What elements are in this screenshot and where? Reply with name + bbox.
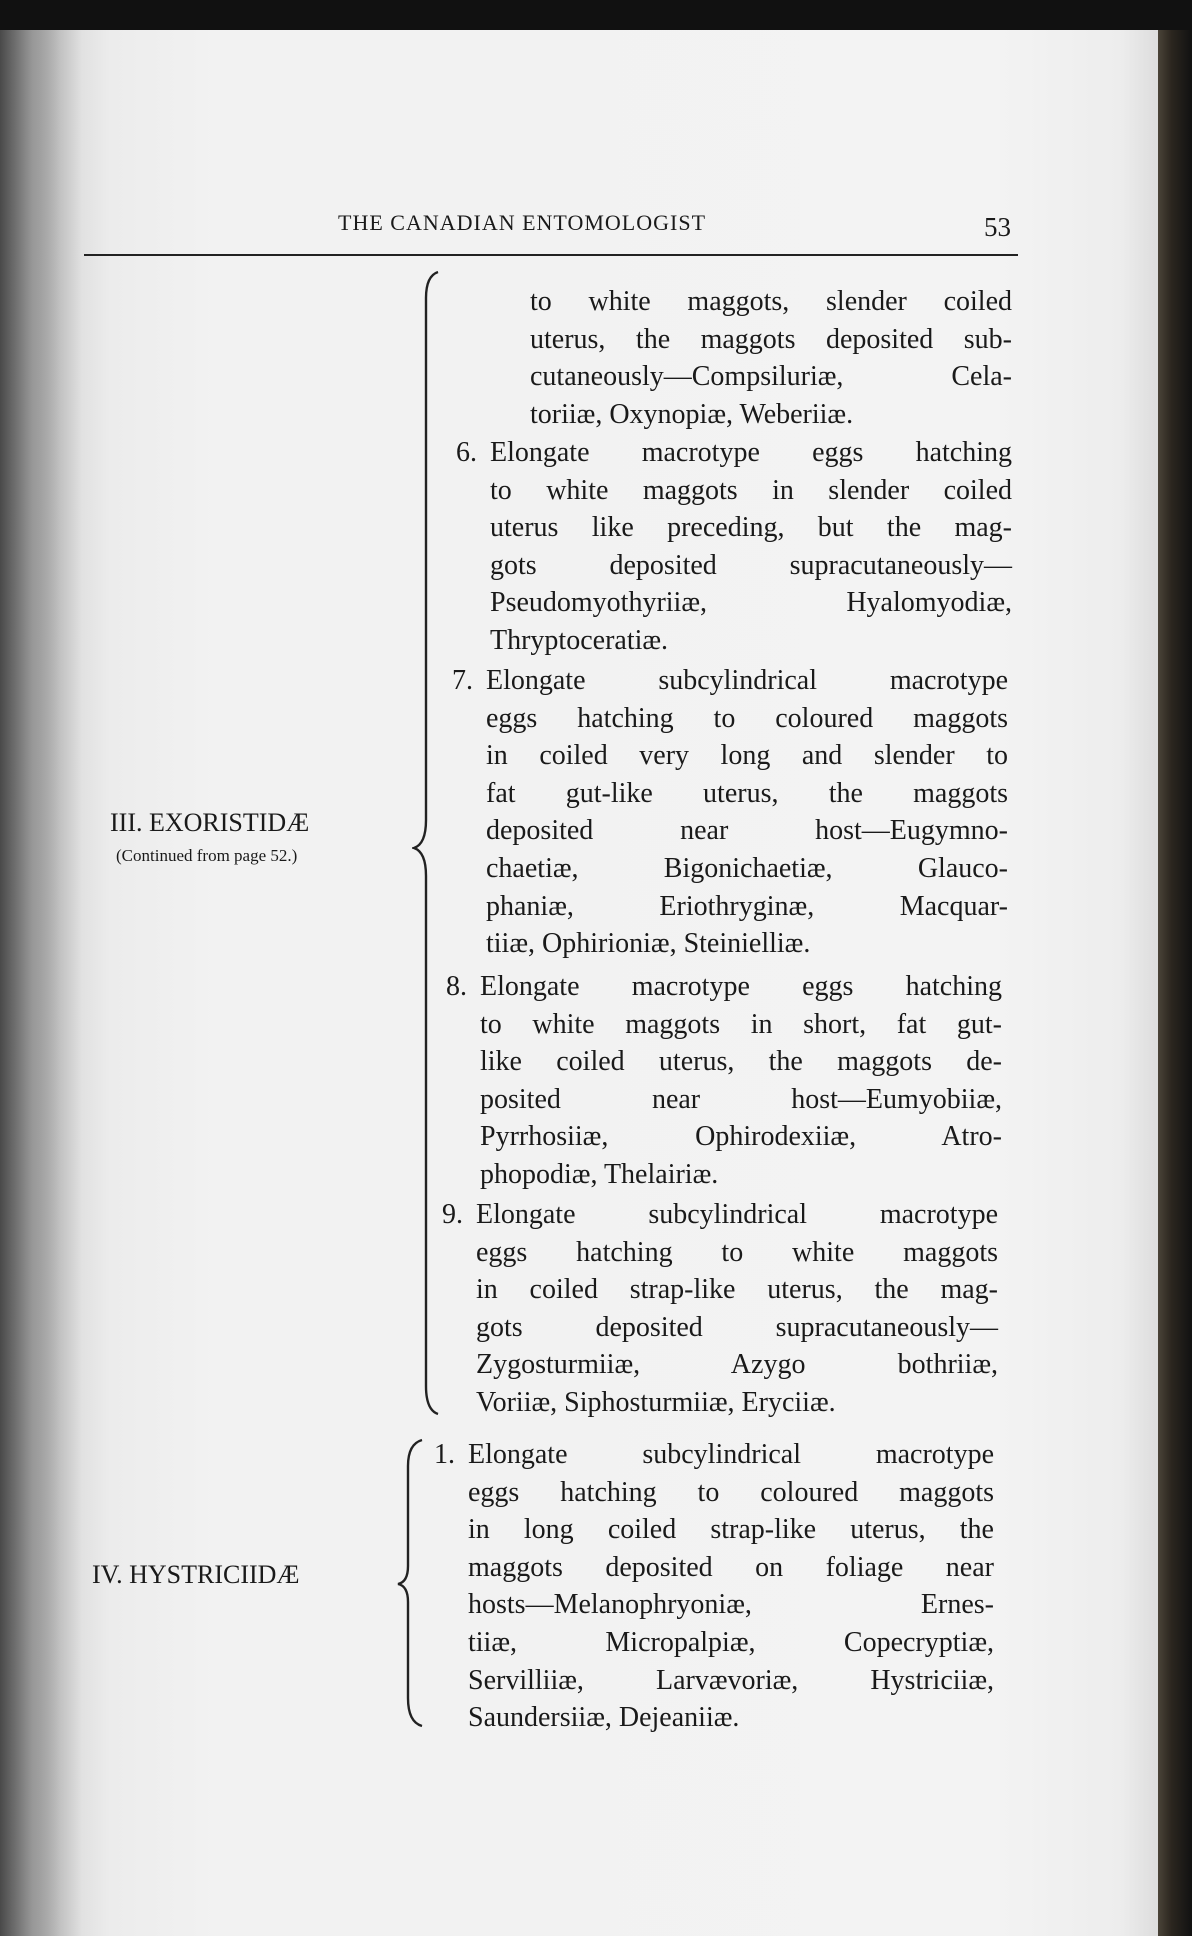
family-label-exoristidae [110,808,309,866]
entry-7 [452,662,1008,963]
entry-line: deposited near host—Eugymno- [486,815,1008,847]
entry-line: in coiled strap-like uterus, the mag- [476,1274,998,1306]
entry-line: to white maggots in slender coiled [490,474,1012,506]
entry-line: Elongate subcylindrical macrotype [468,1439,994,1470]
entry-line: eggs hatching to white maggots [476,1236,998,1268]
entry-line: toriiæ, Oxynopiæ, Weberiiæ. [530,398,854,430]
family-label-hystriciidae [92,1560,300,1590]
entry-line: maggots deposited on foliage near [468,1551,994,1583]
entry-line: uterus like preceding, but the mag- [490,512,1012,544]
entry-line: eggs hatching to coloured maggots [486,702,1008,734]
entry-line: Zygosturmiiæ, Azygo bothriiæ, [476,1349,998,1381]
entry-line: eggs hatching to coloured maggots [468,1476,994,1508]
entry-line: Thryptoceratiæ. [490,624,669,656]
entry-line: phopodiæ, Thelairiæ. [480,1158,719,1190]
entry-line: chaetiæ, Bigonichaetiæ, Glauco- [486,852,1008,884]
section-brace-hystriciidae [396,1436,430,1728]
entry-line: Elongate subcylindrical macrotype [486,665,1008,696]
entry-line: like coiled uterus, the maggots de- [480,1046,1002,1078]
entry-line: gots deposited supracutaneously— [490,549,1012,581]
entry-line: Pyrrhosiiæ, Ophirodexiiæ, Atro- [480,1121,1002,1153]
entry-line: Servilliiæ, Larvævoriæ, Hystriciiæ, [468,1664,994,1696]
entry-number: 9. [442,1199,463,1230]
family-title: IV. HYSTRICIIDÆ [92,1560,300,1589]
entry-line: tiiæ, Micropalpiæ, Copecryptiæ, [468,1626,994,1658]
entry-8 [446,968,1002,1194]
entry-line: Saundersiiæ, Dejeaniiæ. [468,1702,740,1734]
page-gutter-shadow [0,30,82,1936]
entry-line: fat gut-like uterus, the maggots [486,777,1008,809]
section-brace-exoristidae [412,268,446,1416]
entry-line: tiiæ, Ophirioniæ, Steinielliæ. [486,928,811,960]
entry-line: cutaneously—Compsiluriæ, Cela- [530,361,1012,393]
entry-line: Voriiæ, Siphosturmiiæ, Eryciiæ. [476,1386,836,1418]
entry-line: Elongate macrotype eggs hatching [480,971,1002,1002]
entry-continued [530,283,1012,433]
entry-line: Elongate subcylindrical macrotype [476,1199,998,1230]
entry-line: gots deposited supracutaneously— [476,1311,998,1343]
running-title: THE CANADIAN ENTOMOLOGIST [338,210,707,235]
entry-number: 6. [456,437,477,468]
header-rule [84,254,1018,256]
entry-number: 8. [446,971,467,1002]
entry-line: hosts—Melanophryoniæ, Ernes- [468,1589,994,1621]
entry-9 [442,1196,998,1422]
entry-line: to white maggots in short, fat gut- [480,1008,1002,1040]
entry-number: 1. [434,1439,455,1470]
entry-hystriciidae-1 [434,1436,994,1737]
entry-line: in long coiled strap-like uterus, the [468,1514,994,1546]
entry-line: Pseudomyothyriiæ, Hyalomyodiæ, [490,587,1012,619]
scan-right-edge [1158,30,1192,1936]
entry-line: uterus, the maggots deposited sub- [530,323,1012,355]
entry-line: posited near host—Eumyobiiæ, [480,1083,1002,1115]
continuation-note: (Continued from page 52.) [116,846,298,865]
entry-6 [456,434,1012,660]
family-title: III. EXORISTIDÆ [110,808,310,837]
entry-line: to white maggots, slender coiled [530,286,1012,317]
page-number: 53 [984,212,1011,242]
entry-number: 7. [452,665,473,696]
entry-line: phaniæ, Eriothryginæ, Macquar- [486,890,1008,922]
entry-line: Elongate macrotype eggs hatching [490,437,1012,468]
entry-line: in coiled very long and slender to [486,740,1008,772]
